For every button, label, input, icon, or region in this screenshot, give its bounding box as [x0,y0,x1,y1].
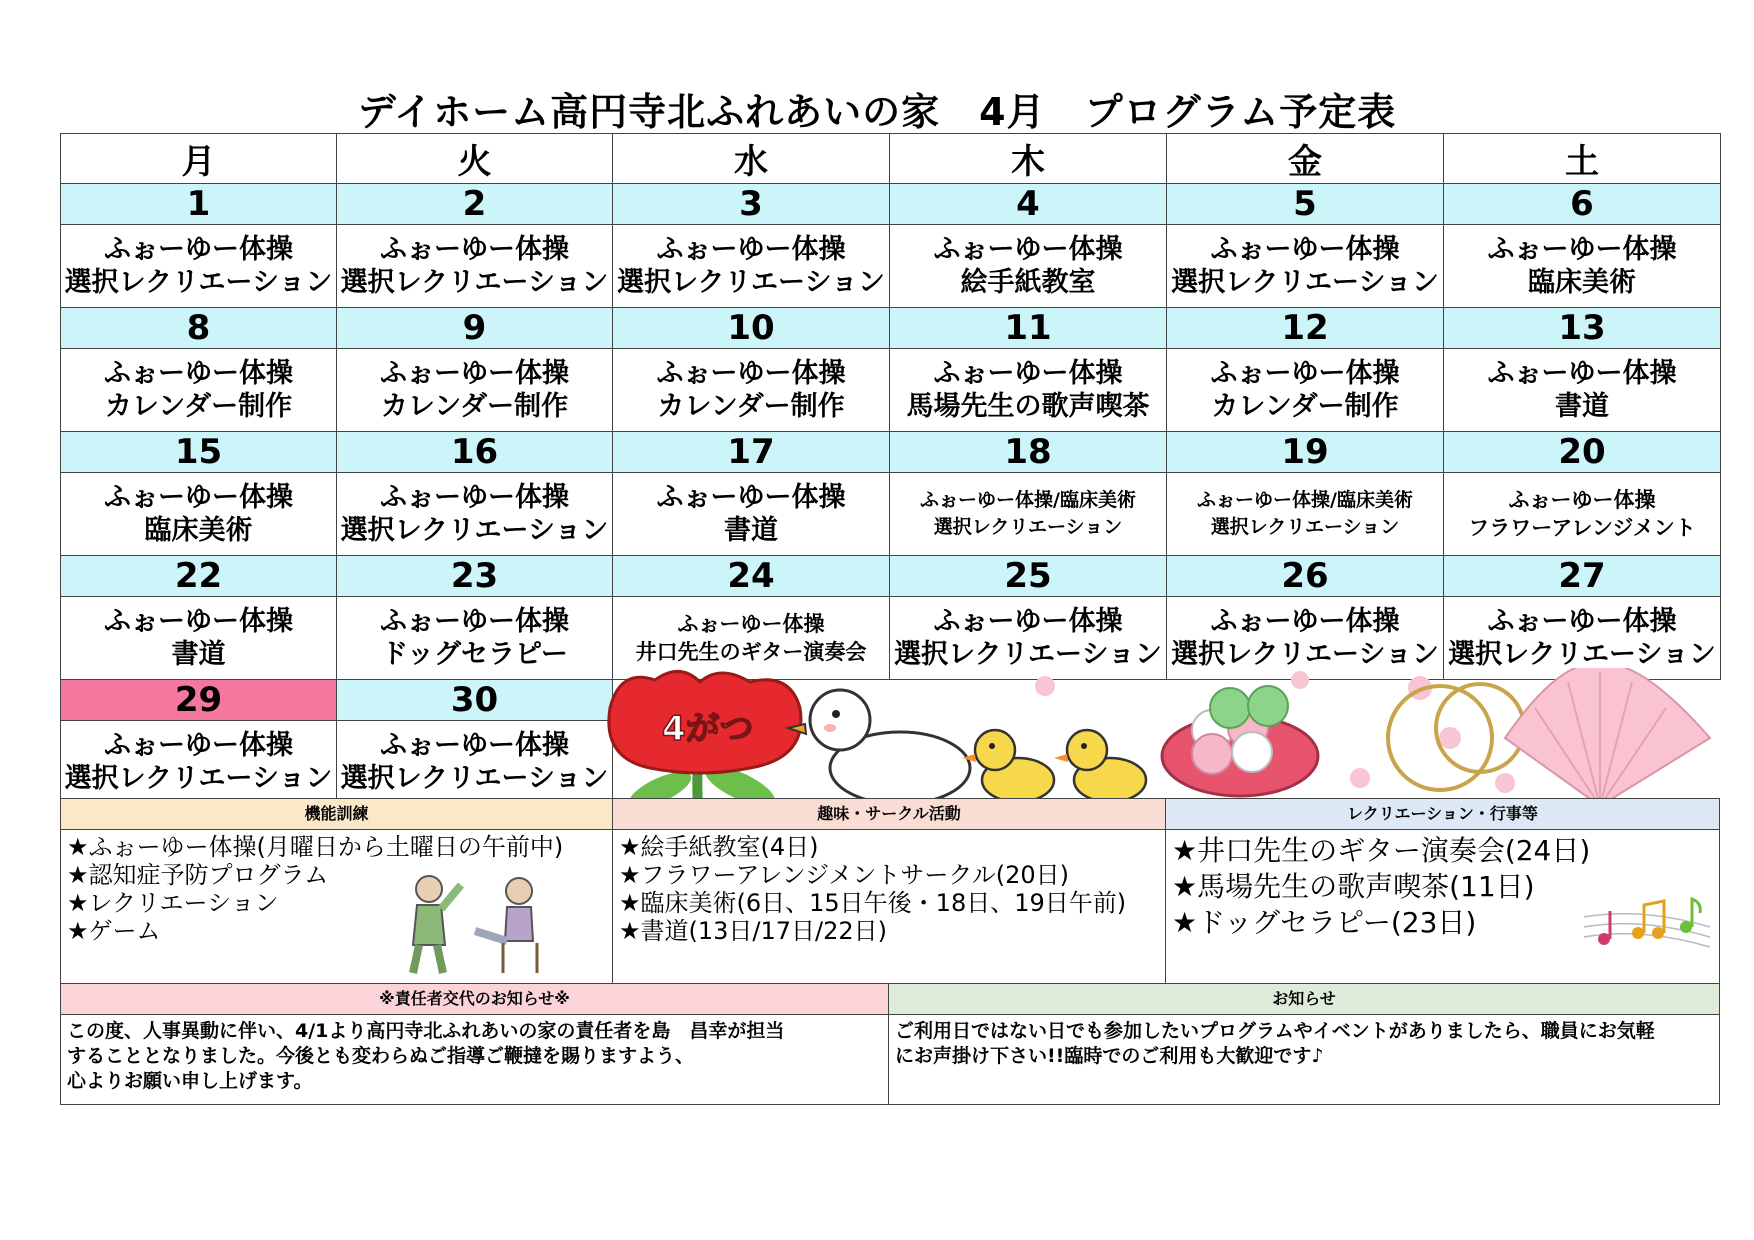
list-item: ★フラワーアレンジメントサークル(20日) [619,861,1069,889]
training-section [60,798,613,984]
weekday-header: 月 [61,134,337,184]
activity-line: ふぉーゆー体操 [380,482,569,513]
info-notice [888,983,1720,1105]
activity-cell [61,349,337,432]
list-item: 心よりお願い申し上げます。 [67,1070,313,1092]
activity-cell [337,349,613,432]
activity-row [61,473,1721,556]
activity-line: ふぉーゆー体操 [1508,488,1656,512]
manager-change-header: ※責任者交代のお知らせ※ [61,984,888,1015]
activity-cell [337,721,613,804]
info-header: お知らせ [889,984,1719,1015]
activity-line: 選択レクリエーション [894,639,1162,670]
activity-cell [61,225,337,308]
recreation-section [1165,798,1720,984]
list-item: ★書道(13日/17日/22日) [619,917,888,945]
date-row [61,184,1721,225]
activity-cell [1167,473,1444,556]
date-cell: 20 [1444,432,1721,473]
date-cell: 10 [613,308,890,349]
activity-cell [1167,349,1444,432]
activity-line: ふぉーゆー体操 [380,730,569,761]
date-cell: 3 [613,184,890,225]
activity-line: 選択レクリエーション [340,763,609,794]
activity-line: ふぉーゆー体操 [1210,234,1400,265]
activity-line: フラワーアレンジメント [1468,516,1696,540]
activity-line: ふぉーゆー体操 [1487,234,1677,265]
activity-line: 臨床美術 [144,515,253,546]
activity-line: ふぉーゆー体操 [1210,358,1400,389]
date-cell: 22 [61,556,337,597]
activity-line: ふぉーゆー体操 [656,234,846,265]
weekday-header: 土 [1444,134,1721,184]
music-notes-icon [1582,887,1712,967]
fan-icon [1505,668,1710,810]
date-cell: 4 [890,184,1167,225]
date-row [61,308,1721,349]
duckling-icon [1054,730,1146,802]
activity-cell [337,225,613,308]
activity-line: ふぉーゆー体操 [104,358,293,389]
list-item: することとなりました。今後とも変わらぬご指導ご鞭撻を賜りますよう、 [67,1045,695,1067]
date-cell: 19 [1167,432,1444,473]
date-cell: 24 [613,556,890,597]
date-cell: 25 [890,556,1167,597]
hobby-list [613,830,1165,948]
date-cell: 6 [1444,184,1721,225]
activity-row [61,349,1721,432]
activity-line: ふぉーゆー体操 [933,234,1123,265]
activity-cell [61,721,337,804]
exercise-people-icon [391,867,561,977]
date-cell: 16 [337,432,613,473]
duck-icon [788,690,970,804]
activity-line: ふぉーゆー体操 [104,730,293,761]
list-item: この度、人事異動に伴い、4/1より高円寺北ふれあいの家の責任者を島 昌幸が担当 [67,1020,785,1042]
activity-cell [61,597,337,680]
activity-line: ドッグセラピー [381,639,568,670]
activity-line: ふぉーゆー体操 [656,358,846,389]
activity-line: 選択レクリエーション [64,267,333,298]
activity-cell [337,597,613,680]
activity-line: ふぉーゆー体操 [933,358,1123,389]
date-cell: 26 [1167,556,1444,597]
date-cell: 27 [1444,556,1721,597]
activity-line: カレンダー制作 [657,391,845,422]
activity-line: ふぉーゆー体操/臨床美術 [1197,489,1413,511]
date-cell: 8 [61,308,337,349]
date-cell: 11 [890,308,1167,349]
weekday-header: 木 [890,134,1167,184]
date-cell: 17 [613,432,890,473]
date-cell: 1 [61,184,337,225]
date-cell: 12 [1167,308,1444,349]
list-item: ★ゲーム [67,917,161,945]
activity-line: ふぉーゆー体操 [656,482,846,513]
activity-cell [613,349,890,432]
date-cell: 29 [61,680,337,721]
activity-line: 選択レクリエーション [1171,267,1439,298]
activity-line: 選択レクリエーション [617,267,885,298]
activity-row [61,225,1721,308]
list-item: にお声掛け下さい!!臨時でのご利用も大歓迎です♪ [895,1045,1324,1067]
activity-line: ふぉーゆー体操 [677,612,825,636]
activity-line: 絵手紙教室 [960,267,1096,298]
list-item: ★レクリエーション [67,889,279,917]
activity-cell [613,225,890,308]
weekday-header: 水 [613,134,890,184]
date-cell: 2 [337,184,613,225]
activity-line: ふぉーゆー体操 [1487,358,1677,389]
activity-line: ふぉーゆー体操 [380,358,569,389]
activity-line: ふぉーゆー体操 [104,482,293,513]
activity-cell [337,473,613,556]
hobby-header: 趣味・サークル活動 [613,799,1165,830]
activity-cell [890,349,1167,432]
weekday-header: 火 [337,134,613,184]
manager-change-body [61,1015,888,1098]
date-cell: 18 [890,432,1167,473]
activity-cell [1444,473,1721,556]
activity-line: カレンダー制作 [104,391,293,422]
activity-line: ふぉーゆー体操/臨床美術 [920,489,1136,511]
weekday-header: 金 [1167,134,1444,184]
activity-line: ふぉーゆー体操 [1210,606,1400,637]
list-item: ★臨床美術(6日、15日午後・18日、19日午前) [619,889,1127,917]
hobby-section [612,798,1166,984]
activity-line: カレンダー制作 [1211,391,1399,422]
activity-line: 選択レクリエーション [1448,639,1716,670]
page-title: デイホーム高円寺北ふれあいの家 4月 プログラム予定表 [357,90,1397,134]
list-item: ご利用日ではない日でも参加したいプログラムやイベントがありましたら、職員にお気軽 [895,1020,1655,1042]
tulip-label: 4がつ [662,709,754,749]
date-cell: 30 [337,680,613,721]
list-item: ★絵手紙教室(4日) [619,833,819,861]
activity-cell [890,473,1167,556]
date-cell: 5 [1167,184,1444,225]
list-item: ★認知症予防プログラム [67,861,329,889]
activity-line: 選択レクリエーション [1210,516,1400,538]
activity-line: 選択レクリエーション [1171,639,1439,670]
date-cell: 9 [337,308,613,349]
date-cell: 23 [337,556,613,597]
activity-line: 選択レクリエーション [64,763,333,794]
activity-line: 書道 [171,639,226,670]
activity-line: 書道 [724,515,778,546]
list-item: ★ふぉーゆー体操(月曜日から土曜日の午前中) [67,833,564,861]
activity-line: ふぉーゆー体操 [380,606,569,637]
activity-line: 選択レクリエーション [340,515,609,546]
duckling-icon [962,730,1054,802]
activity-cell [1444,225,1721,308]
list-item: ★馬場先生の歌声喫茶(11日) [1172,870,1535,903]
activity-line: 書道 [1555,391,1609,422]
activity-line: 井口先生のギター演奏会 [635,640,867,664]
activity-line: 馬場先生の歌声喫茶 [906,391,1150,422]
activity-cell [890,225,1167,308]
date-row [61,556,1721,597]
spring-illustration [600,668,1720,810]
info-body [889,1015,1719,1073]
activity-cell [613,473,890,556]
date-cell: 15 [61,432,337,473]
activity-cell [1444,349,1721,432]
activity-line: ふぉーゆー体操 [104,234,293,265]
activity-line: 選択レクリエーション [340,267,609,298]
activity-line: 選択レクリエーション [933,516,1123,538]
activity-line: ふぉーゆー体操 [104,606,293,637]
activity-line: ふぉーゆー体操 [380,234,569,265]
activity-line: カレンダー制作 [380,391,569,422]
list-item: ★ドッグセラピー(23日) [1172,906,1477,939]
activity-cell [61,473,337,556]
activity-cell [1167,225,1444,308]
activity-line: 臨床美術 [1528,267,1636,298]
training-header: 機能訓練 [61,799,612,830]
date-cell: 13 [1444,308,1721,349]
recreation-header: レクリエーション・行事等 [1166,799,1719,830]
date-row [61,432,1721,473]
activity-line: ふぉーゆー体操 [933,606,1123,637]
manager-change-notice [60,983,889,1105]
weekday-header-row [61,134,1721,184]
dango-icon [1162,686,1318,796]
list-item: ★井口先生のギター演奏会(24日) [1172,834,1591,867]
activity-line: ふぉーゆー体操 [1487,606,1677,637]
